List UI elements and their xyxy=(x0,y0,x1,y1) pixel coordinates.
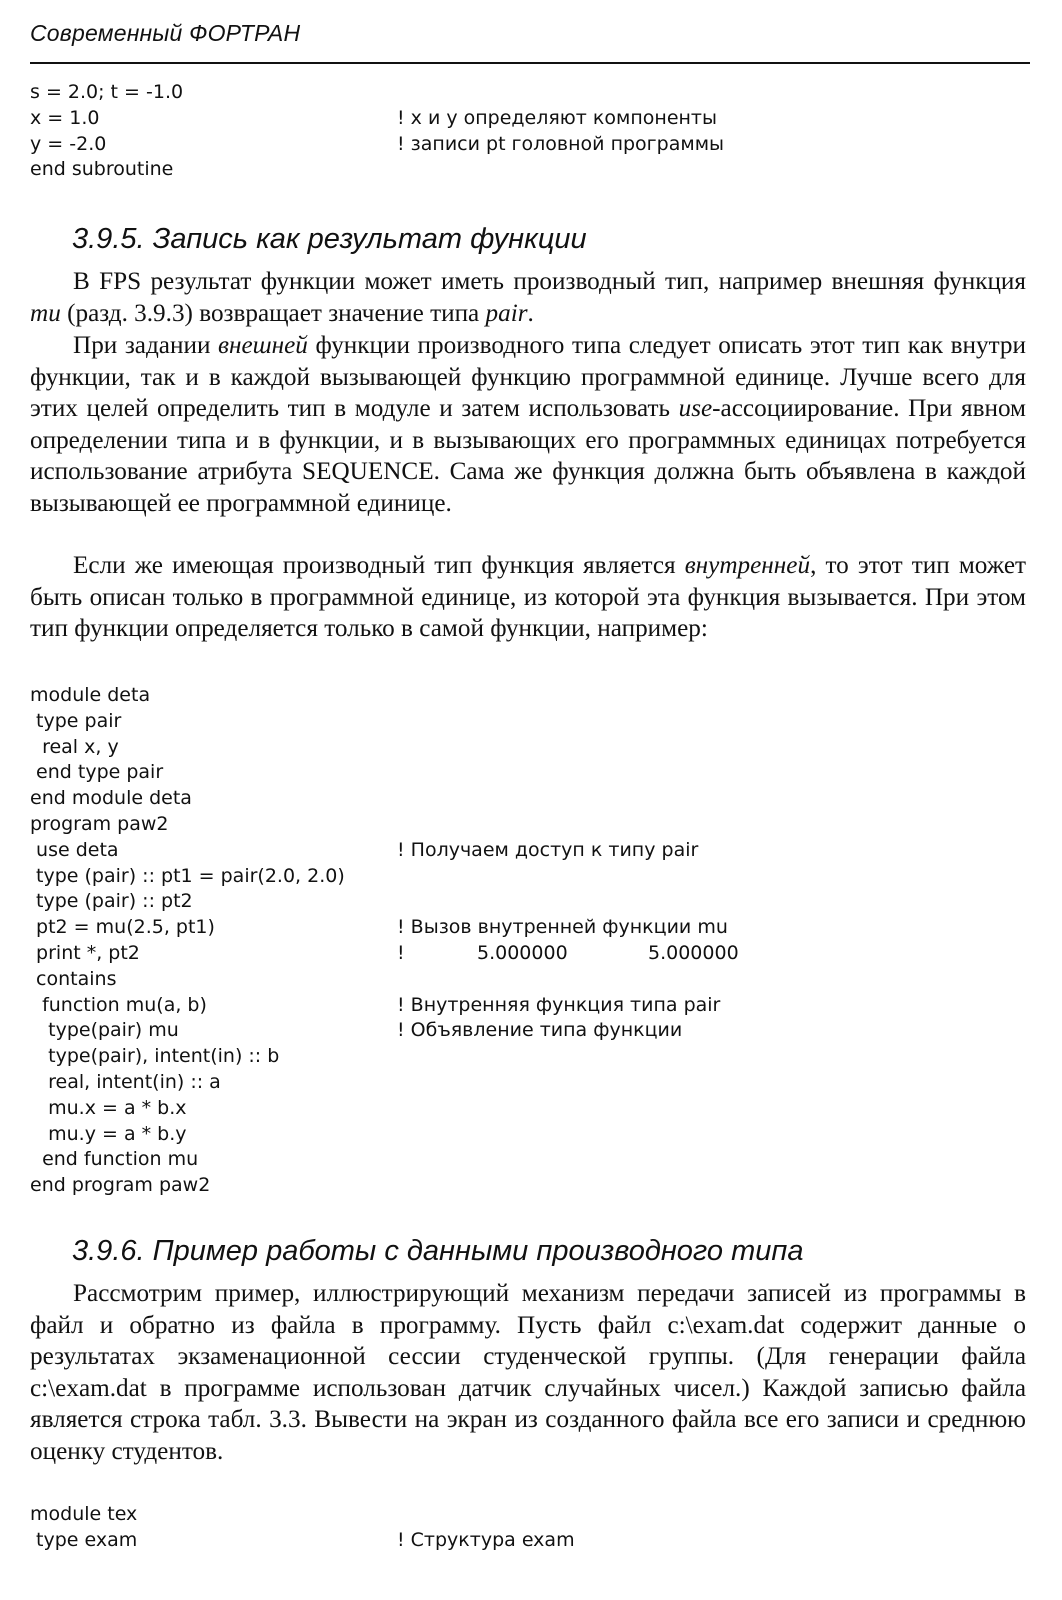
code-text: type(pair) mu xyxy=(30,1019,179,1042)
paragraph-text: Если же имеющая производный тип функция является xyxy=(73,552,685,579)
code-line xyxy=(30,1122,1030,1148)
paragraph-text: функции производного типа следует описать этот тип как внутри функции, так и в каждой вызывающей функцию программной единице. Лучше всего для этих целей определить тип в модуле и затем использовать xyxy=(30,332,1026,423)
paragraph-text: -ассоциирование. При явном определении типа и в функции, и в вызывающих его программных единицах потребуется использование атрибута SEQUENCE. Сама же функция должна быть объявлена в каждой вызывающей ее программной единице. xyxy=(30,395,1026,517)
code-text: end type pair xyxy=(30,761,164,784)
code-line xyxy=(30,1070,1030,1096)
header-rule xyxy=(30,62,1030,64)
code-text: module deta xyxy=(30,684,151,706)
code-text: print *, pt2 xyxy=(30,941,140,964)
code-text: function mu(a, b) xyxy=(30,993,207,1016)
paragraph-text: , то этот тип может быть описан только в программной единице, из которой эта функция вызывается. При этом тип функции определяется только в самой функции, например: xyxy=(30,552,1027,643)
code-text: real x, y xyxy=(30,735,119,758)
code-line xyxy=(30,1044,1030,1070)
paragraph-text: . xyxy=(527,299,534,327)
code-line xyxy=(30,157,1030,183)
code-block-paw2 xyxy=(30,683,1030,1199)
code-line xyxy=(30,1096,1030,1122)
code-text: type pair xyxy=(30,709,122,732)
code-text: s = 2.0; t = -1.0 xyxy=(30,81,184,103)
code-text: mu.y = a * b.y xyxy=(30,1122,187,1145)
code-block-subroutine-end xyxy=(30,80,1030,183)
code-text: module tex xyxy=(30,1503,138,1525)
emphasis-external: внешней xyxy=(218,332,308,359)
code-line xyxy=(30,1018,1030,1044)
code-text: real, intent(in) :: a xyxy=(30,1070,221,1093)
output-value: 5.000000 xyxy=(648,941,739,964)
code-comment: ! Получаем доступ к типу pair xyxy=(397,838,699,861)
code-comment: ! Объявление типа функции xyxy=(397,1019,683,1042)
code-line xyxy=(30,735,1030,761)
paragraph-text: (разд. 3.9.3) возвращает значение типа xyxy=(60,299,486,327)
output-value: 5.000000 xyxy=(477,941,568,964)
code-line xyxy=(30,941,1030,967)
code-line xyxy=(30,709,1030,735)
paragraph-text: При задании xyxy=(73,332,219,359)
code-text: end subroutine xyxy=(30,158,174,181)
paragraph-exam-example: Рассмотрим пример, иллюстрирующий механизм передачи записей из программы в файл и обратно из файла в программу. Пусть файл c:\exam.dat содержит данные о результатах экзаменационной сессии студенческой группы. (Для генерации файла c:\exam.dat в программе использован датчик случайных чисел.) Каждой записью файла является строка табл. 3.3. Вывести на экран из созданного файла все его записи и среднюю оценку студентов. xyxy=(30,1280,1026,1465)
code-comment: ! записи pt головной программы xyxy=(397,132,725,155)
paragraph-fps-function-result xyxy=(30,266,1026,329)
code-text: program paw2 xyxy=(30,812,169,835)
code-text: end module deta xyxy=(30,787,192,810)
code-line xyxy=(30,1528,1030,1554)
code-line xyxy=(30,1502,1030,1528)
section-heading-3-9-5: 3.9.5. Запись как результат функции xyxy=(72,223,587,255)
code-text: type(pair), intent(in) :: b xyxy=(30,1045,280,1068)
code-comment: ! Вызов внутренней функции mu xyxy=(397,916,728,939)
code-text: type (pair) :: pt2 xyxy=(30,890,193,913)
code-text: type (pair) :: pt1 = pair(2.0, 2.0) xyxy=(30,864,345,887)
code-line xyxy=(30,786,1030,812)
code-comment: ! xyxy=(397,941,405,964)
code-line xyxy=(30,812,1030,838)
code-line xyxy=(30,838,1030,864)
code-line xyxy=(30,915,1030,941)
emphasis-use: use xyxy=(678,395,713,423)
code-line xyxy=(30,132,1030,158)
code-line xyxy=(30,683,1030,709)
code-line xyxy=(30,760,1030,786)
code-text: contains xyxy=(30,967,117,990)
code-text: use deta xyxy=(30,838,119,861)
code-line xyxy=(30,993,1030,1019)
emphasis-internal: внутренней xyxy=(684,552,811,579)
function-name-mu: mu xyxy=(30,299,61,327)
code-text: y = -2.0 xyxy=(30,132,107,155)
code-text: mu.x = a * b.x xyxy=(30,1096,187,1119)
code-comment: ! Внутренняя функция типа pair xyxy=(397,993,721,1016)
code-line xyxy=(30,889,1030,915)
paragraph-external-function xyxy=(30,330,1026,520)
type-name-pair: pair xyxy=(485,299,528,327)
code-line xyxy=(30,864,1030,890)
code-comment: ! x и y определяют компоненты xyxy=(397,106,717,129)
code-text: pt2 = mu(2.5, pt1) xyxy=(30,916,215,939)
code-line xyxy=(30,1147,1030,1173)
code-line xyxy=(30,80,1030,106)
code-text: end program paw2 xyxy=(30,1174,211,1197)
running-header: Современный ФОРТРАН xyxy=(30,20,301,46)
paragraph-internal-function xyxy=(30,550,1026,645)
code-line xyxy=(30,967,1030,993)
code-text: end function mu xyxy=(30,1148,199,1171)
code-text: x = 1.0 xyxy=(30,106,100,129)
code-block-module-tex xyxy=(30,1502,1030,1554)
code-comment: ! Структура exam xyxy=(397,1528,575,1551)
code-text: type exam xyxy=(30,1528,138,1551)
code-line xyxy=(30,1173,1030,1199)
paragraph-text: В FPS результат функции может иметь производный тип, например внешняя функция xyxy=(73,268,1026,295)
code-line xyxy=(30,106,1030,132)
section-heading-3-9-6: 3.9.6. Пример работы с данными производного типа xyxy=(72,1235,804,1267)
